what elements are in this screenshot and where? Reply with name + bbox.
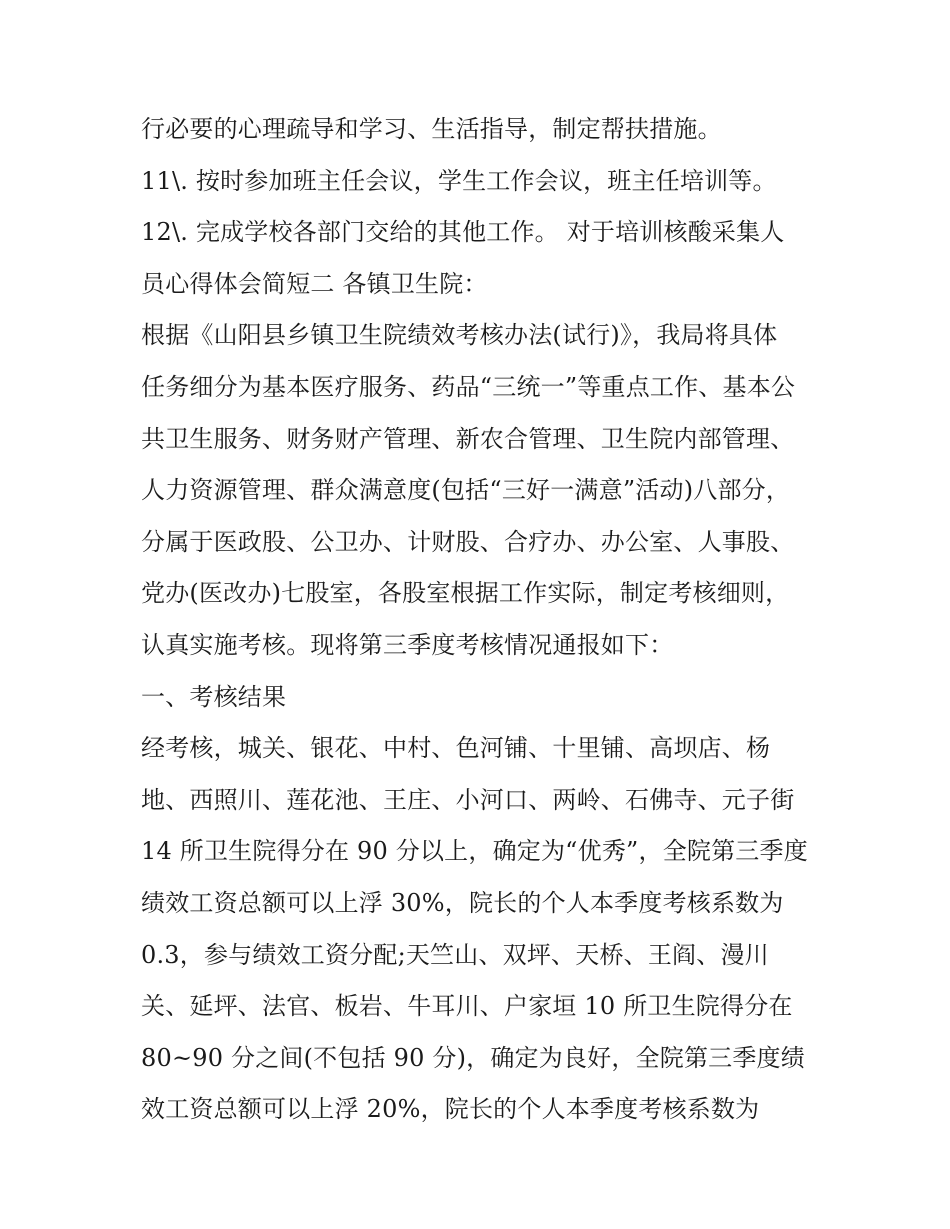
text-line: 80~90 分之间(不包括 90 分)，确定为良好，全院第三季度绩 (141, 1043, 805, 1072)
text-line: 12\. 完成学校各部门交给的其他工作。 对于培训核酸采集人 (141, 218, 785, 247)
text-line: 效工资总额可以上浮 20%，院长的个人本季度考核系数为 (141, 1095, 760, 1124)
text-line: 人力资源管理、群众满意度(包括“三好一满意”活动)八部分， (141, 476, 791, 505)
text-line: 地、西照川、莲花池、王庄、小河口、两岭、石佛寺、元子街 (141, 785, 795, 814)
text-line: 党办(医改办)七股室，各股室根据工作实际，制定考核细则， (141, 579, 790, 608)
text-line: 绩效工资总额可以上浮 30%，院长的个人本季度考核系数为 (141, 888, 784, 917)
text-line: 关、延坪、法官、板岩、牛耳川、户家垣 10 所卫生院得分在 (141, 992, 793, 1021)
text-line: 任务细分为基本医疗服务、药品“三统一”等重点工作、基本公 (141, 372, 796, 401)
text-line: 根据《山阳县乡镇卫生院绩效考核办法(试行)》，我局将具体 (141, 321, 778, 350)
text-line: 分属于医政股、公卫办、计财股、合疗办、办公室、人事股、 (141, 527, 795, 556)
text-line: 14 所卫生院得分在 90 分以上，确定为“优秀”，全院第三季度 (141, 837, 808, 866)
text-line: 行必要的心理疏导和学习、生活指导，制定帮扶措施。 (141, 115, 722, 143)
document-body (141, 104, 821, 1136)
text-line: 认真实施考核。现将第三季度考核情况通报如下： (141, 630, 674, 659)
text-line: 经考核，城关、银花、中村、色河铺、十里铺、高坝店、杨 (141, 734, 771, 763)
text-line: 共卫生服务、财务财产管理、新农合管理、卫生院内部管理、 (141, 424, 795, 453)
text-line: 0.3，参与绩效工资分配;天竺山、双坪、天桥、王阎、漫川 (141, 940, 769, 969)
text-line: 11\. 按时参加班主任会议，学生工作会议，班主任培训等。 (141, 166, 777, 195)
text-line: 员心得体会简短二 各镇卫生院： (141, 269, 488, 298)
section-heading: 一、考核结果 (141, 682, 287, 711)
